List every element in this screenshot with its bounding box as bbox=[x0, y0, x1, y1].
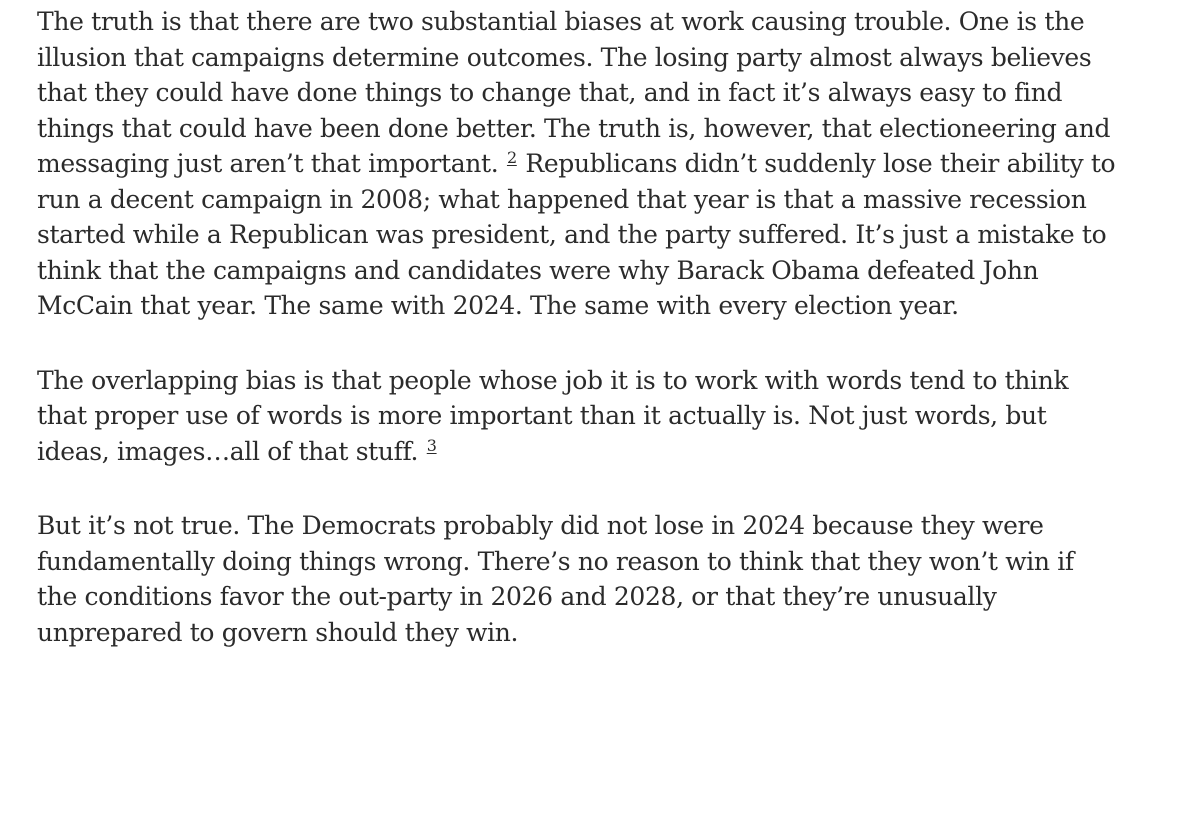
text-line: that they could have done things to change that, and in fact it’s always easy to find bbox=[37, 78, 1063, 107]
text-line: The overlapping bias is that people whose job it is to work with words tend to think bbox=[37, 365, 1069, 395]
text-fragment: Republicans didn’t suddenly lose their ability to bbox=[517, 149, 1116, 178]
text-fragment: messaging just aren’t that important. bbox=[37, 149, 506, 178]
text-line: that proper use of words is more important than it actually is. Not just words, but bbox=[37, 401, 1047, 430]
text-line: The truth is that there are two substantial biases at work causing trouble. One is the bbox=[37, 7, 1085, 36]
text-line: think that the campaigns and candidates were why Barack Obama defeated John bbox=[37, 255, 1039, 285]
text-line: fundamentally doing things wrong. There’s no reason to think that they won’t win if bbox=[37, 546, 1074, 576]
text-line: illusion that campaigns determine outcomes. The losing party almost always believes bbox=[37, 42, 1092, 72]
footnote-link-2[interactable]: 2 bbox=[506, 148, 517, 167]
paragraph-1 bbox=[37, 4, 1177, 324]
text-line: But it’s not true. The Democrats probably did not lose in 2024 because they were bbox=[37, 511, 1044, 540]
footnote-link-3[interactable]: 3 bbox=[426, 435, 437, 455]
text-line: things that could have been done better. The truth is, however, that electioneering and bbox=[37, 113, 1111, 143]
text-line: McCain that year. The same with 2024. The same with every election year. bbox=[37, 291, 959, 320]
paragraph-3 bbox=[37, 508, 1177, 650]
text-line: unprepared to govern should they win. bbox=[37, 617, 519, 647]
paragraph-2 bbox=[37, 363, 1177, 470]
article-body bbox=[37, 4, 1177, 650]
text-line: run a decent campaign in 2008; what happened that year is that a massive recession bbox=[37, 184, 1087, 214]
text-fragment: ideas, images…all of that stuff. bbox=[37, 436, 426, 466]
text-line: the conditions favor the out-party in 2026 and 2028, or that they’re unusually bbox=[37, 582, 997, 611]
text-line-with-footnote bbox=[37, 434, 1177, 470]
text-line: started while a Republican was president, and the party suffered. It’s just a mistake to bbox=[37, 220, 1107, 249]
text-line-with-footnote bbox=[37, 146, 1177, 182]
